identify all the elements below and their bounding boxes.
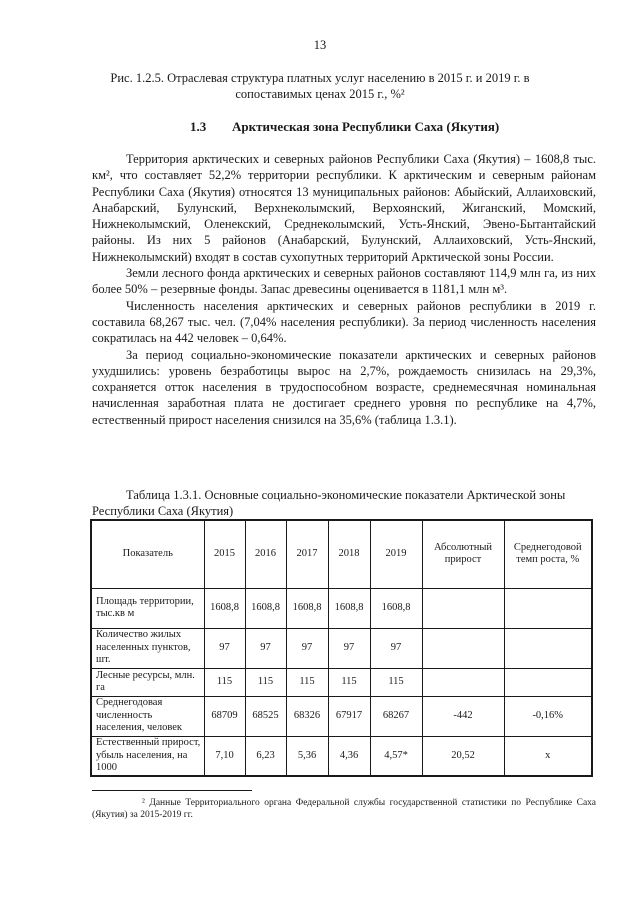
- table-cell: 5,36: [286, 736, 328, 776]
- table-cell: 6,23: [245, 736, 286, 776]
- paragraph: Численность населения арктических и северных районов республики в 2019 г. составила 68,267 тыс. чел. (7,04% населения республики). За период численность населения сократилась на 442 человек – 0,64%.: [92, 298, 596, 346]
- footnote-divider: [92, 790, 252, 791]
- table-cell: -442: [422, 696, 504, 736]
- table-cell: 20,52: [422, 736, 504, 776]
- indicators-table: [90, 519, 593, 777]
- body-text: [92, 151, 596, 428]
- footnote: ² Данные Территориального органа Федеральной службы государственной статистики по Республике Саха (Якутия) за 2015-2019 гг.: [92, 798, 596, 820]
- column-header: Среднегодовой темп роста, %: [504, 520, 592, 588]
- table-cell: [504, 588, 592, 628]
- table-cell: 1608,8: [370, 588, 422, 628]
- column-header: 2017: [286, 520, 328, 588]
- column-header: 2018: [328, 520, 370, 588]
- table-row: [91, 736, 592, 776]
- table-cell: 115: [204, 668, 245, 696]
- paragraph: Территория арктических и северных районов Республики Саха (Якутия) – 1608,8 тыс. км², что составляет 52,2% территории республики. К арктическим и северным районам Республики Саха (Якутия) относятся 13 муниципальных районов: Абыйский, Аллаиховский, Анабарский, Булунский, Верхнеколымский, Верхоянский, Жиганский, Момский, Нижнеколымский, Оленекский, Среднеколымский, Усть-Янский, Эвено-Бытантайский районы. Из них 5 районов (Анабарский, Булунский, Аллаиховский, Усть-Янский, Нижнеколымский) входят в состав сухопутных территорий Арктической зоны России.: [92, 152, 596, 264]
- table-row: [91, 668, 592, 696]
- table-cell: [422, 588, 504, 628]
- table-cell: 97: [328, 628, 370, 668]
- column-header: 2015: [204, 520, 245, 588]
- figure-caption: Рис. 1.2.5. Отраслевая структура платных услуг населению в 2015 г. и 2019 г. в сопоставимых ценах 2015 г., %²: [110, 71, 530, 101]
- section-heading: [190, 119, 590, 135]
- column-header: 2019: [370, 520, 422, 588]
- table-row: [91, 696, 592, 736]
- table-cell: 68709: [204, 696, 245, 736]
- row-label: Лесные ресурсы, млн. га: [91, 668, 204, 696]
- table-cell: 1608,8: [328, 588, 370, 628]
- table-cell: 7,10: [204, 736, 245, 776]
- row-label: Среднегодовая численность населения, человек: [91, 696, 204, 736]
- table-cell: 67917: [328, 696, 370, 736]
- table-row: [91, 628, 592, 668]
- table-row: [91, 588, 592, 628]
- table-header-row: [91, 520, 592, 588]
- row-label: Естественный прирост, убыль населения, на 1000: [91, 736, 204, 776]
- table-cell: 115: [245, 668, 286, 696]
- table-cell: [422, 628, 504, 668]
- paragraph: Земли лесного фонда арктических и северных районов составляют 114,9 млн га, из них более 50% – резервные фонды. Запас древесины оценивается в 1181,1 млн м³.: [92, 266, 596, 297]
- table-cell: [504, 668, 592, 696]
- table-cell: 4,36: [328, 736, 370, 776]
- table-cell: 115: [370, 668, 422, 696]
- column-header: Абсолютный прирост: [422, 520, 504, 588]
- table-cell: 97: [204, 628, 245, 668]
- table-cell: -0,16%: [504, 696, 592, 736]
- table-cell: x: [504, 736, 592, 776]
- table-cell: 1608,8: [245, 588, 286, 628]
- column-header: Показатель: [91, 520, 204, 588]
- row-label: Площадь территории, тыс.кв м: [91, 588, 204, 628]
- page-number: 13: [313, 38, 327, 52]
- column-header: 2016: [245, 520, 286, 588]
- table-cell: 1608,8: [286, 588, 328, 628]
- table-cell: 68267: [370, 696, 422, 736]
- table-cell: 4,57*: [370, 736, 422, 776]
- table-cell: 97: [370, 628, 422, 668]
- table-cell: [422, 668, 504, 696]
- table-cell: 115: [286, 668, 328, 696]
- table-cell: 1608,8: [204, 588, 245, 628]
- section-title: Арктическая зона Республики Саха (Якутия): [232, 119, 500, 134]
- table-cell: 68326: [286, 696, 328, 736]
- table-cell: [504, 628, 592, 668]
- table-caption: Таблица 1.3.1. Основные социально-экономические показатели Арктической зоны Республики Саха (Якутия): [92, 488, 566, 518]
- table-cell: 68525: [245, 696, 286, 736]
- paragraph: За период социально-экономические показатели арктических и северных районов ухудшились: уровень безработицы вырос на 2,7%, рождаемость снизилась на 29,3%, сохраняется отток населения в трудоспособном возрасте, среднемесячная номинальная начисленная заработная плата не достигает среднего уровня по республике на 4,7%, естественный прирост населения снизился на 35,6% (таблица 1.3.1).: [92, 347, 596, 427]
- table-cell: 115: [328, 668, 370, 696]
- section-number: 1.3: [190, 119, 207, 134]
- table-cell: 97: [245, 628, 286, 668]
- row-label: Количество жилых населенных пунктов, шт.: [91, 628, 204, 668]
- table-cell: 97: [286, 628, 328, 668]
